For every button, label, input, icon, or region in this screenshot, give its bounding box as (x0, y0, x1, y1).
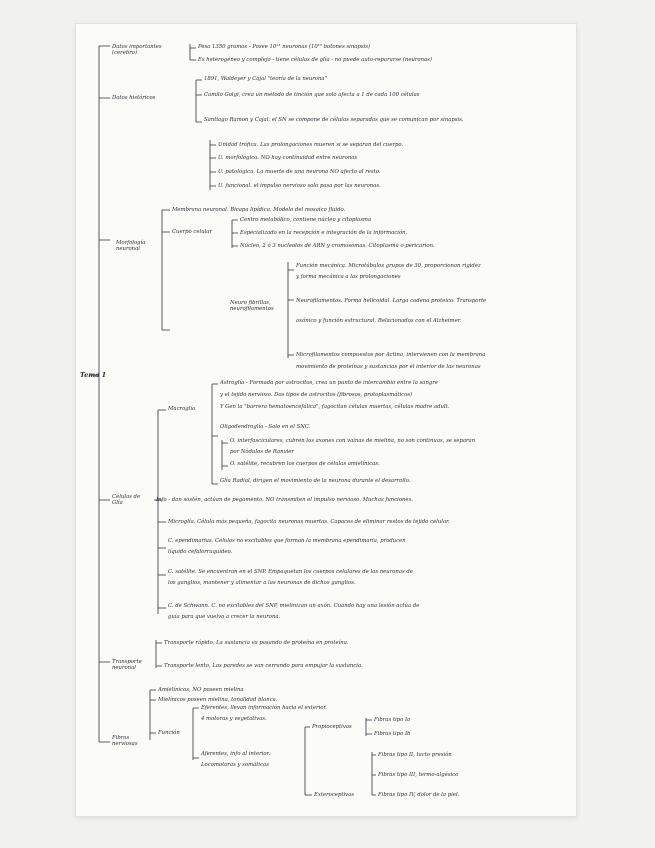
root-title: Tema 1 (80, 371, 107, 379)
morfologia-label: Morfología neuronal (116, 240, 146, 252)
fibras-tipo-ia: Fibras tipo Ia (374, 717, 411, 723)
astroglia-3: Y Gen la "barrera hematoencefálica", fagocitan células muertas, células madre adult. (220, 404, 450, 410)
fibras-tipo-iii: Fibras tipo III, termo-algésico (378, 772, 459, 778)
unidad-funcional: U. funcional. el impulso nervioso solo pasa por las neuronas. (218, 183, 381, 189)
microfilamentos-1: Microfilamentos compuestos por Actina, intervienen con la membrana (296, 352, 486, 358)
dato-peso: Pesa 1350 gramos - Posee 10¹¹ neuronas (10¹⁵ botones sinapsis) (198, 44, 371, 50)
membrana-neuronal: Membrana neuronal. Bicapa lipídica. Modelo del mosaico fluido. (172, 207, 346, 213)
fibras-tipo-ib: Fibras tipo Ib (374, 731, 411, 737)
exteroceptivas-label: Exteroceptivas (314, 792, 355, 798)
oligo-satelite: O. satélite, recubren los cuerpos de células amielínicas. (230, 461, 380, 467)
cuerpo-celular-label: Cuerpo celular (172, 229, 212, 235)
fibras-tipo-iv: Fibras tipo IV, dolor de la piel. (378, 792, 460, 798)
astroglia-2: y el tejido nervioso. Dos tipos de astrocitos (fibrosos, protoplasmáticos) (220, 392, 413, 398)
neurofilamentos-2: axónico y función estructural. Relacionados con el Alzheimer. (296, 318, 462, 324)
datos-historicos-label: Datos históricos (112, 95, 156, 101)
neurofilamentos-1: Neurofilamentos. Forma helicoidal. Larga cadena proteica. Transporte (296, 298, 487, 304)
historia-waldeyer: 1891, Waldeyer y Cajal "teoría de la neurona" (204, 76, 328, 82)
glia-label: Células de Glía (112, 494, 141, 506)
propioceptivas-label: Propioceptivas (312, 724, 352, 730)
datos-importantes-label: Datos importantes (cerebro) (112, 44, 162, 56)
aferentes-1: Aferentes, info al interior. (201, 751, 271, 757)
glia-radial: Glía Radial, dirigen el movimiento de la neurona durante el desarrollo. (220, 478, 411, 484)
fibras-tipo-ii: Fibras tipo II, tacto presión (378, 752, 452, 758)
cuerpo-nucleo: Núcleo, 2 ó 3 nucleolos de ARN y cromosomas. Citoplasma o pericarion. (240, 243, 435, 249)
ependimarias-2: líquido cefalorraquídeo. (168, 549, 233, 555)
oligo-ranvier: por Nódulos de Ranvier (230, 449, 294, 455)
aferentes-2: Locomotoras y somáticas (201, 762, 269, 768)
funcion-label: Función (158, 730, 180, 736)
fibras-mielinicas: Mielínicos poseen mielina, tonalidad blanca. (158, 697, 278, 703)
unidad-patologica: U. patológica. La muerte de una neurona NO afecta al resto. (218, 169, 381, 175)
glia-info: Info - dan sostén, actúan de pegamento. NO transmiten el impulso nervioso. Muchas funciones. (156, 497, 413, 503)
satelite-1: C. satélite. Se encuentran en el SNP. Empaquetan los cuerpos celulares de las neuronas de (168, 569, 413, 575)
cuerpo-especializado: Especializado en la recepción e integración de la información. (240, 230, 408, 236)
microtubulos-1: Función mecánica. Microtúbulos grupos de 30, proporcionan rigidez (296, 263, 481, 269)
cuerpo-metabolico: Centro metabólico, contiene núcleo y citoplasma (240, 217, 372, 223)
eferentes-2: 4 motoras y vegetativas. (201, 716, 267, 722)
unidad-morfologica: U. morfológica. NO hay continuidad entre neuronas (218, 155, 358, 161)
transporte-rapido: Transporte rápido, La sustancia va pasando de proteína en proteína. (164, 640, 349, 646)
schwann-1: C. de Schwann. C. no excitables del SNP, mielinizan un axón. Cuando hay una lesión actúa de (168, 603, 420, 609)
oligo-interfasciculares: O. interfasciculares, cubren los axones con vainas de mielina, no son continuas, se separan (230, 438, 476, 444)
transporte-label: Transporte neuronal (112, 659, 142, 671)
microglia: Microglía. Célula más pequeña, fagocita neuronas muertas. Capaces de eliminar restos de tejido celular. (168, 519, 450, 525)
fibras-label: Fibras nerviosas (112, 735, 138, 747)
historia-cajal: Santiago Ramon y Cajal: el SN se compone de células separadas que se comunican por sinapsis. (204, 117, 464, 123)
historia-golgi: Camilo Golgi, crea un método de tinción que solo afecta a 1 de cada 100 células (204, 92, 420, 98)
transporte-lento: Transporte lento, Las paredes se van cerrando para empujar la sustancia. (164, 663, 363, 669)
oligodendroglia: Oligodendroglía - Solo en el SNC. (220, 424, 311, 430)
schwann-2: guía para que vuelva a crecer la neurona. (168, 614, 281, 620)
microtubulos-2: y forma mecánica a las prolongaciones (296, 274, 401, 280)
microfilamentos-2: movimiento de proteínas y sustancias por el interior de las neuronas (296, 364, 481, 370)
ependimarias-1: C. ependimarias. Células no excitables que forman la membrana ependimaria, producen (168, 538, 406, 544)
dato-heterogeneo: Es heterogéneo y complejo - tiene células de glía - no puede auto-repararse (neuronas) (198, 57, 432, 63)
fibras-amielinicas: Amielínicos, NO poseen mielina (158, 687, 244, 693)
macroglia-label: Macroglía (168, 406, 196, 412)
neurofibrillas-label: Neuro fibrillas, neurofilamentos (230, 300, 274, 312)
satelite-2: los ganglios, mantener y alimentar a las neuronas de dichos ganglios. (168, 580, 356, 586)
astroglia-1: Astroglía - Formada por astrocitos, crea un punto de intercambio entre la sangre (220, 380, 438, 386)
eferentes-1: Eferentes, llevan información hacia el exterior. (201, 705, 328, 711)
unidad-trofica: Unidad trófica. Las prolongaciones mueren si se separan del cuerpo. (218, 142, 404, 148)
